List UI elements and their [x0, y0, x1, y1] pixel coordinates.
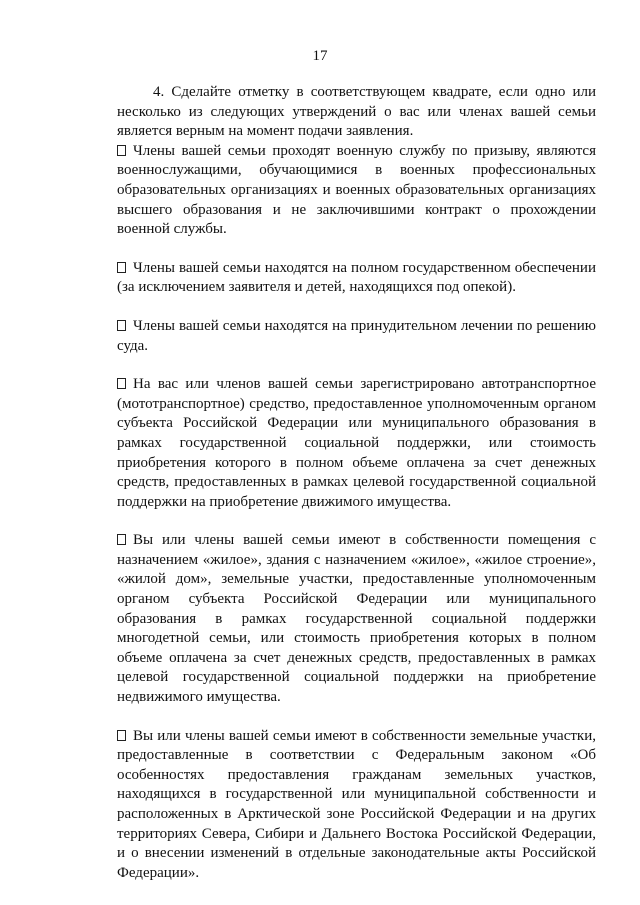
checkbox-vehicle[interactable]: [117, 378, 126, 389]
checkbox-state-support[interactable]: [117, 262, 126, 273]
form-section-4: [117, 83, 596, 883]
checkbox-arctic-land[interactable]: [117, 730, 126, 741]
checkbox-housing[interactable]: [117, 534, 126, 545]
statement-state-support[interactable]: [117, 259, 596, 298]
page-number: 17: [312, 48, 328, 64]
statement-vehicle[interactable]: [117, 375, 596, 512]
checkbox-compulsory-treatment[interactable]: [117, 320, 126, 331]
section-instruction: 4. Сделайте отметку в соответствующем квадрате, если одно или несколько из следующих утверждений о вас или членах вашей семьи является верным на момент подачи заявления.: [117, 84, 596, 140]
statement-text: Вы или члены вашей семьи имеют в собственности помещения с назначением «жилое», здания с назначением «жилое», «жилое строение», «жилой дом», земельные участки, предоставленные уполномоченным органом субъекта Российской Федерации или муниципального образования в рамках государственной социальной поддержки многодетной семьи, или стоимость приобретения которых в полном объеме оплачена за счет денежных средств, предоставленных в рамках целевой государственной социальной поддержки на приобретение недвижимого имущества.: [117, 532, 596, 706]
statement-text: Члены вашей семьи находятся на полном государственном обеспечении (за исключением заявителя и детей, находящихся под опекой).: [117, 259, 596, 296]
statement-text: Вы или члены вашей семьи имеют в собственности земельные участки, предоставленные в соответствии с Федеральным законом «Об особенностях предоставления гражданам земельных участков, находящихся в государственной или муниципальной собственности и расположенных в Арктической зоне Российской Федерации и на других территориях Севера, Сибири и Дальнего Востока Российской Федерации, и о внесении изменений в отдельные законодательные акты Российской Федерации».: [117, 727, 596, 881]
statement-arctic-land[interactable]: [117, 727, 596, 884]
statement-compulsory-treatment[interactable]: [117, 317, 596, 356]
statement-housing[interactable]: [117, 531, 596, 707]
statement-text: На вас или членов вашей семьи зарегистрировано автотранспортное (мототранспортное) средство, предоставленное уполномоченным органом субъекта Российской Федерации или муниципального образования в рамках государственной социальной поддержки, или стоимость приобретения которого в полном объеме оплачена за счет денежных средств, предоставленных в рамках целевой государственной социальной поддержки на приобретение движимого имущества.: [117, 376, 596, 510]
statement-text: Члены вашей семьи проходят военную службу по призыву, являются военнослужащими, обучающимися в военных профессиональных образовательных организациях и военных образовательных организациях высшего образования и не заключившими контракт о прохождении военной службы.: [117, 142, 596, 238]
checkbox-military-service[interactable]: [117, 145, 126, 156]
statement-text: Члены вашей семьи находятся на принудительном лечении по решению суда.: [117, 317, 596, 354]
statement-military-service[interactable]: [117, 142, 596, 240]
